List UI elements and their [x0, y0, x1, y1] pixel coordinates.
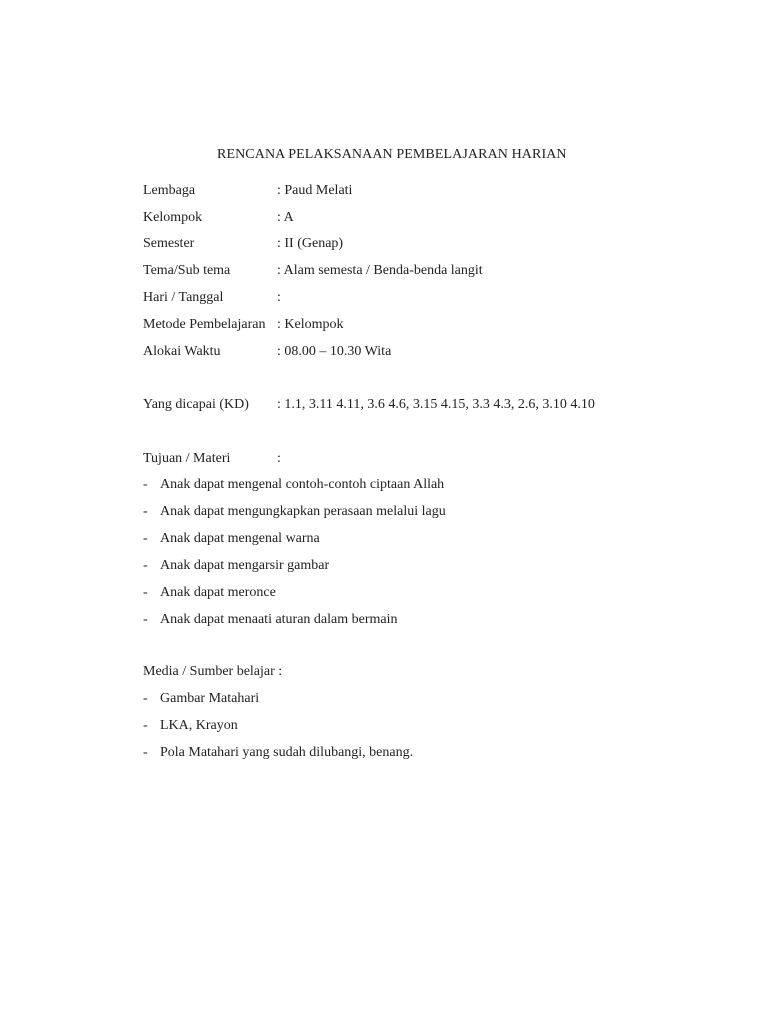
- list-item-text: LKA, Krayon: [160, 718, 238, 733]
- media-heading: Media / Sumber belajar :: [143, 664, 283, 679]
- info-value: : Paud Melati: [277, 183, 353, 198]
- list-item-text: Anak dapat mengarsir gambar: [160, 558, 330, 573]
- list-item-text: Anak dapat mengenal contoh-contoh ciptaan Allah: [160, 477, 445, 492]
- info-value: : Alam semesta / Benda-benda langit: [277, 263, 483, 278]
- info-value: :: [277, 290, 281, 305]
- bullet-dash: -: [143, 745, 148, 760]
- info-label: Hari / Tanggal: [143, 290, 224, 305]
- info-value: : 08.00 – 10.30 Wita: [277, 344, 392, 359]
- info-label: Metode Pembelajaran: [143, 317, 266, 332]
- bullet-dash: -: [143, 612, 148, 627]
- bullet-dash: -: [143, 718, 148, 733]
- tujuan-heading-colon: :: [277, 451, 281, 466]
- info-value: : A: [277, 210, 294, 225]
- info-label: Semester: [143, 236, 195, 251]
- tujuan-heading: [143, 449, 281, 469]
- bullet-dash: -: [143, 691, 148, 706]
- info-value: : II (Genap): [277, 236, 344, 251]
- bullet-dash: -: [143, 504, 148, 519]
- info-label: Tema/Sub tema: [143, 263, 231, 278]
- list-item-text: Anak dapat meronce: [160, 585, 276, 600]
- bullet-dash: -: [143, 558, 148, 573]
- list-item-text: Anak dapat mengungkapkan perasaan melalui lagu: [160, 504, 446, 519]
- info-label: Alokai Waktu: [143, 344, 221, 359]
- bullet-dash: -: [143, 531, 148, 546]
- kd-label: Yang dicapai (KD): [143, 397, 249, 412]
- info-label: Lembaga: [143, 183, 196, 198]
- info-label: Kelompok: [143, 210, 203, 225]
- document-title: RENCANA PELAKSANAAN PEMBELAJARAN HARIAN: [217, 147, 567, 162]
- bullet-dash: -: [143, 585, 148, 600]
- list-item-text: Anak dapat mengenal warna: [160, 531, 320, 546]
- tujuan-heading-label: Tujuan / Materi: [143, 451, 231, 466]
- list-item-text: Anak dapat menaati aturan dalam bermain: [160, 612, 398, 627]
- bullet-dash: -: [143, 477, 148, 492]
- list-item-text: Pola Matahari yang sudah dilubangi, benang.: [160, 745, 414, 760]
- kd-value: : 1.1, 3.11 4.11, 3.6 4.6, 3.15 4.15, 3.3 4.3, 2.6, 3.10 4.10: [277, 397, 595, 412]
- info-value: : Kelompok: [277, 317, 344, 332]
- list-item-text: Gambar Matahari: [160, 691, 260, 706]
